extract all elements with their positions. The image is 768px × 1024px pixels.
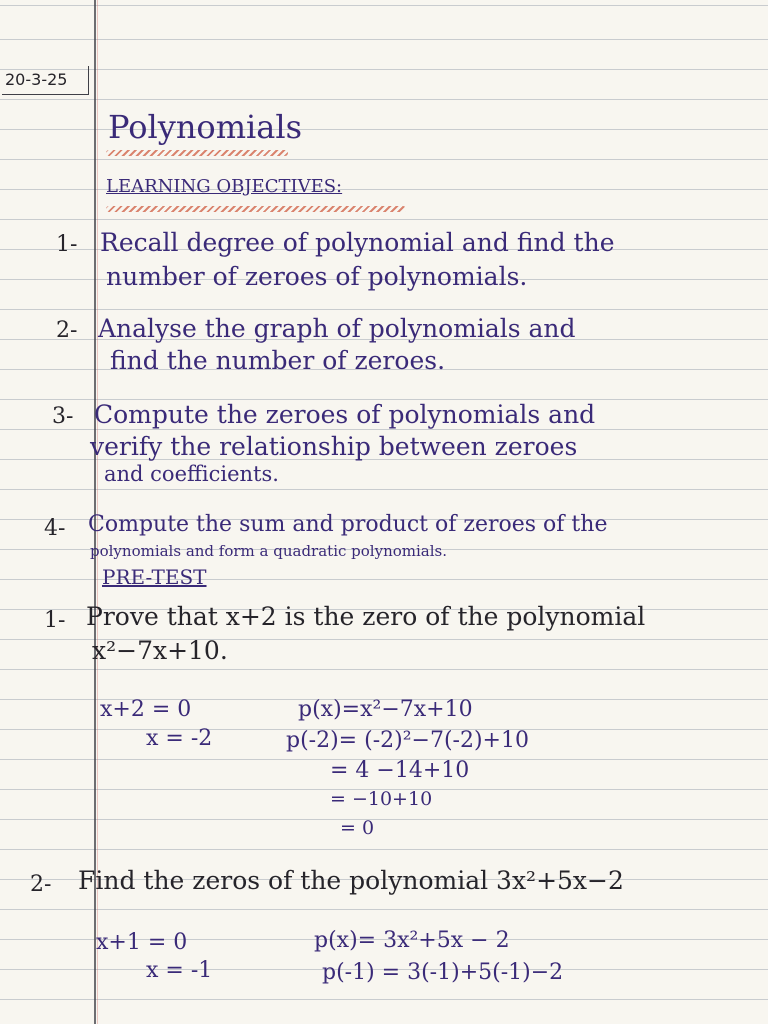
question-1-right-work-4: = −10+10: [330, 788, 433, 810]
objective-2-number: 2-: [56, 318, 78, 343]
question-1-number: 1-: [44, 608, 66, 633]
question-2-line1: Find the zeros of the polynomial 3x²+5x−2: [78, 866, 624, 895]
objective-1-line2: number of zeroes of polynomials.: [106, 262, 528, 291]
objective-2-line2: find the number of zeroes.: [110, 346, 446, 375]
question-2-right-work-2: p(-1) = 3(-1)+5(-1)−2: [322, 960, 564, 985]
question-1-left-work-1: x+2 = 0: [100, 697, 192, 722]
heading-underline: [106, 206, 406, 212]
question-2-left-work-2: x = -1: [146, 958, 213, 983]
page-title: Polynomials: [108, 108, 302, 146]
learning-objectives-heading: LEARNING OBJECTIVES:: [106, 176, 343, 197]
title-underline: [106, 150, 288, 156]
question-2-right-work-1: p(x)= 3x²+5x − 2: [314, 928, 510, 953]
objective-3-number: 3-: [52, 404, 74, 429]
question-1-right-work-5: = 0: [340, 817, 375, 839]
question-2-number: 2-: [30, 872, 52, 897]
objective-2-line1: Analyse the graph of polynomials and: [98, 314, 576, 343]
objective-4-number: 4-: [44, 516, 66, 541]
date: 20-3-25: [5, 70, 68, 89]
objective-4-line1: Compute the sum and product of zeroes of the: [88, 512, 608, 537]
question-1-right-work-2: p(-2)= (-2)²−7(-2)+10: [286, 728, 529, 753]
pretest-heading: PRE-TEST: [102, 565, 207, 589]
objective-4-line2: polynomials and form a quadratic polynomials.: [90, 542, 447, 560]
objective-1-line1: Recall degree of polynomial and find the: [100, 228, 615, 257]
question-1-right-work-1: p(x)=x²−7x+10: [298, 697, 473, 722]
question-1-line1: Prove that x+2 is the zero of the polynomial: [86, 602, 646, 631]
question-1-line2: x²−7x+10.: [92, 636, 228, 665]
objective-3-line2: verify the relationship between zeroes: [90, 432, 578, 461]
question-2-left-work-1: x+1 = 0: [96, 930, 188, 955]
objective-3-line3: and coefficients.: [104, 462, 279, 486]
objective-3-line1: Compute the zeroes of polynomials and: [94, 400, 596, 429]
question-1-left-work-2: x = -2: [146, 726, 213, 751]
question-1-right-work-3: = 4 −14+10: [330, 758, 470, 783]
objective-1-number: 1-: [56, 232, 78, 257]
